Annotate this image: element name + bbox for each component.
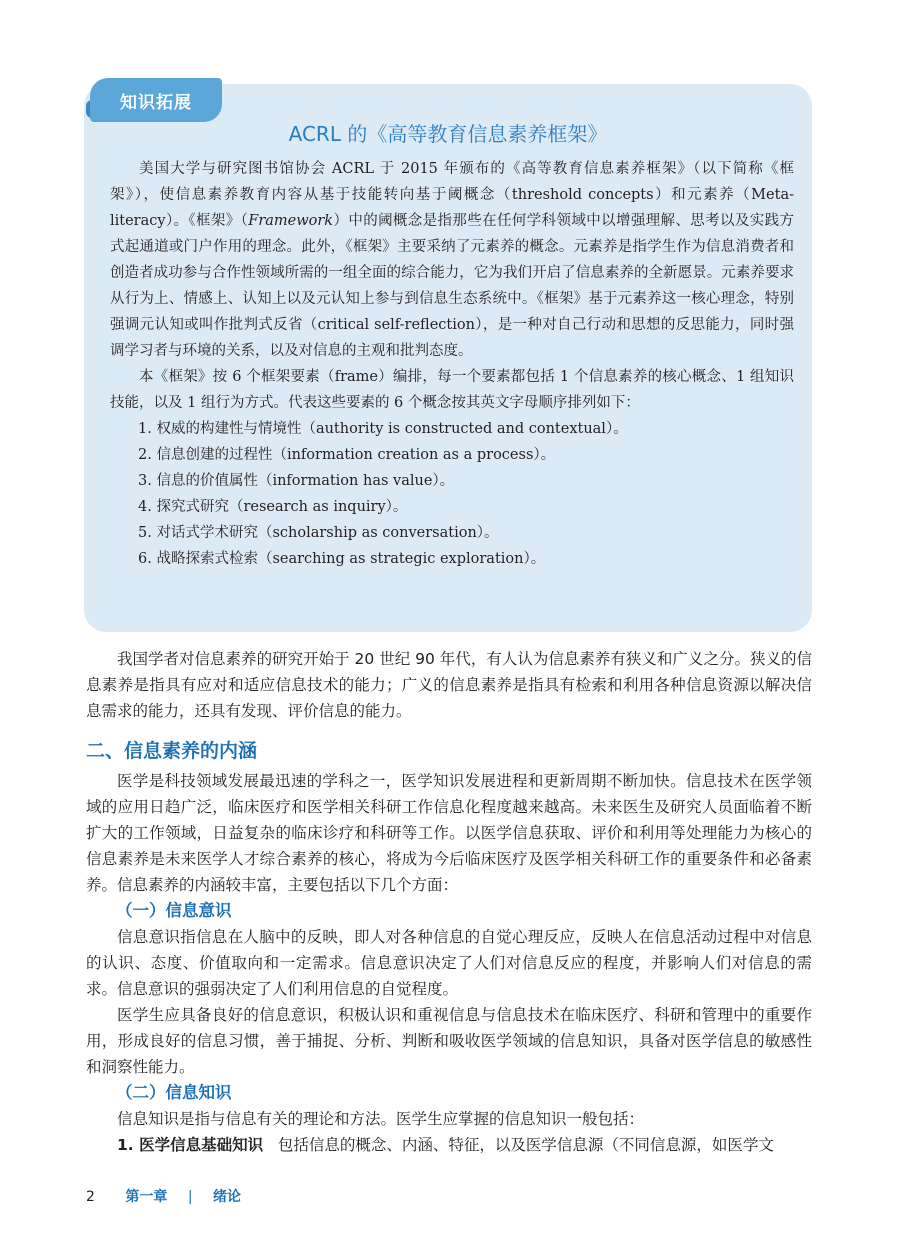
box-paragraph-1-part-c: ）中的阈概念是指那些在任何学科领域中以增强理解、思考以及实践方式起通道或门户作用的理念。此外，《框架》主要采纳了元素养的概念。元素养是指学生作为信息消费者和创造者成功参与合作性领域所需的一组全面的综合能力，它为我们开启了信息素养的全新愿景。元素养要求从行为上、情感上、认知上以及元认知上参与到信息生态系统中。《框架》基于元素养这一核心理念，特别强调元认知或叫作批判式反省（critical self-reflection），是一种对自己行动和思想的反思能力，同时强调学习者与环境的关系，以及对信息的主观和批判态度。 — [110, 213, 794, 359]
knowledge-extension-tab: 知识拓展 — [90, 78, 222, 122]
main-content — [86, 646, 812, 1158]
section-paragraph: 医学是科技领域发展最迅速的学科之一，医学知识发展进程和更新周期不断加快。信息技术在医学领域的应用日趋广泛，临床医疗和医学相关科研工作信息化程度越来越高。未来医生及研究人员面临着不断扩大的工作领域，日益复杂的临床诊疗和科研等工作。以医学信息获取、评价和利用等处理能力为核心的信息素养是未来医学人才综合素养的核心，将成为今后临床医疗及医学相关科研工作的重要条件和必备素养。信息素养的内涵较丰富，主要包括以下几个方面： — [86, 772, 812, 894]
knowledge-item-1 — [86, 1132, 812, 1158]
intro-paragraph: 我国学者对信息素养的研究开始于 20 世纪 90 年代，有人认为信息素养有狭义和广义之分。狭义的信息素养是指具有应对和适应信息技术的能力；广义的信息素养是指具有检索和利用各种信息资源以解决信息需求的能力，还具有发现、评价信息的能力。 — [86, 650, 812, 720]
section-heading: 二、信息素养的内涵 — [86, 740, 258, 762]
subsection-heading-information-knowledge: （二）信息知识 — [116, 1083, 232, 1102]
subsection-heading-information-awareness: （一）信息意识 — [116, 901, 232, 920]
knowledge-item-1-lead: 1. 医学信息基础知识 — [117, 1136, 264, 1154]
box-title: ACRL 的《高等教育信息素养框架》 — [288, 122, 608, 146]
list-item: 5. 对话式学术研究（scholarship as conversation）。 — [138, 525, 499, 541]
list-item: 6. 战略探索式检索（searching as strategic exploration）。 — [138, 551, 546, 567]
awareness-paragraph-2: 医学生应具备良好的信息意识，积极认识和重视信息与信息技术在临床医疗、科研和管理中的重要作用，形成良好的信息习惯，善于捕捉、分析、判断和吸收医学领域的信息知识，具备对医学信息的敏感性和洞察性能力。 — [86, 1006, 812, 1076]
box-paragraph-1 — [110, 156, 794, 364]
list-item: 1. 权威的构建性与情境性（authority is constructed and contextual）。 — [138, 421, 628, 437]
box-paragraph-1-part-a: 美国大学与研究图书馆协会 ACRL 于 2015 年颁布的《高等教育信息素养框架》（以下简称《框架》），使信息素养教育内容从基于技能转向基于阈概念（threshold concepts）和元素养（Meta-literacy）。《框架》（ — [110, 161, 794, 229]
list-item: 2. 信息创建的过程性（information creation as a process）。 — [138, 447, 556, 463]
awareness-paragraph-1: 信息意识指信息在人脑中的反映，即人对各种信息的自觉心理反应，反映人在信息活动过程中对信息的认识、态度、价值取向和一定需求。信息意识决定了人们对信息反应的程度，并影响人们对信息的需求。信息意识的强弱决定了人们利用信息的自觉程度。 — [86, 928, 812, 998]
footer-separator: | — [187, 1189, 193, 1205]
box-body — [110, 156, 794, 572]
box-paragraph-2: 本《框架》按 6 个框架要素（frame）编排，每一个要素都包括 1 个信息素养的核心概念、1 组知识技能，以及 1 组行为方式。代表这些要素的 6 个概念按其英文字母顺序排列如下： — [110, 369, 794, 411]
page-footer — [86, 1186, 241, 1206]
chapter-title: 绪论 — [213, 1189, 241, 1205]
page-number: 2 — [86, 1189, 95, 1205]
framework-italic: Framework — [248, 213, 334, 229]
knowledge-item-1-text: 包括信息的概念、内涵、特征，以及医学信息源（不同信息源，如医学文 — [277, 1136, 774, 1154]
list-item: 3. 信息的价值属性（information has value）。 — [138, 473, 455, 489]
knowledge-paragraph-1: 信息知识是指与信息有关的理论和方法。医学生应掌握的信息知识一般包括： — [117, 1110, 645, 1128]
list-item: 4. 探究式研究（research as inquiry）。 — [138, 499, 408, 515]
frame-list — [110, 416, 794, 572]
chapter-label: 第一章 — [125, 1189, 168, 1205]
